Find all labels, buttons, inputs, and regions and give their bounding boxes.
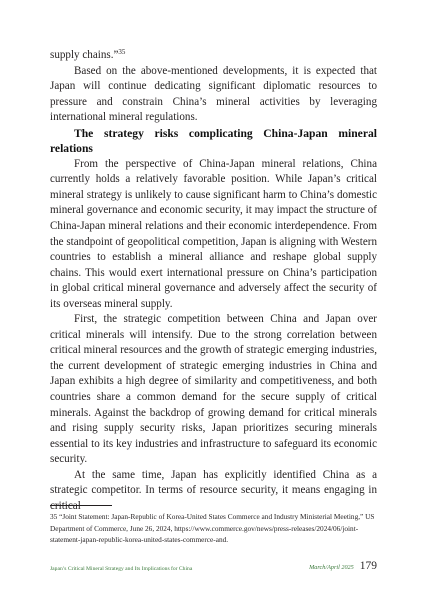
article-body [50,48,377,514]
page-number: 179 [359,560,377,572]
paragraph-continuation-text: supply chains.” [50,49,119,61]
paragraph-competition: First, the strategic competition between China and Japan over critical minerals will intensify. Due to the strong correlation between critical mineral resources and the growth of strategic emerging industries, the current development of strategic emerging industries in China and Japan exhibits a high degree of similarity and competitiveness, and both countries share a common demand for the secure supply of critical minerals. Against the backdrop of growing demand for critical minerals and rising supply security risks, Japan prioritizes securing minerals essential to its key industries and infrastructure to safeguard its economic security. [50,313,377,466]
paragraph-perspective: From the perspective of China-Japan mineral relations, China currently holds a relatively favorable position. While Japan’s critical mineral strategy is unlikely to cause significant harm to China’s domestic mineral governance and economic security, it may impact the structure of China-Japan mineral relations and their economic interdependence. From the standpoint of geopolitical competition, Japan is aligning with Western countries to establish a mineral alliance and reshape global supply chains. This would exert international pressure on China’s participation in global critical mineral governance and adversely affect the security of its overseas mineral supply. [50,157,377,310]
issue-date: March/April 2025 [309,564,354,571]
footnote-divider [50,505,112,506]
page-footer-right [309,560,377,572]
footnote-reference[interactable]: 35 [118,48,126,56]
running-title: Japan’s Critical Mineral Strategy and Its Implications for China [50,566,193,572]
footnote-35: 35 “Joint Statement: Japan-Republic of Korea-United States Commerce and Industry Ministerial Meeting,” US Department of Commerce, June 26, 2024, https://www.commerce.gov/news/press-releases/2024/06/joint-statement-japan-republic-korea-united-states-commerce-and. [50,512,375,545]
paragraph-continuation [50,48,377,64]
paragraph-expectation: Based on the above-mentioned developments, it is expected that Japan will continue dedicating significant diplomatic resources to pressure and constrain China’s mineral activities by leveraging international mineral regulations. [50,64,377,124]
paragraph-strategic-competitor: At the same time, Japan has explicitly identified China as a strategic competitor. In terms of resource security, it means engaging in critical [50,468,377,512]
section-heading: The strategy risks complicating China-Japan mineral relations [50,126,377,156]
